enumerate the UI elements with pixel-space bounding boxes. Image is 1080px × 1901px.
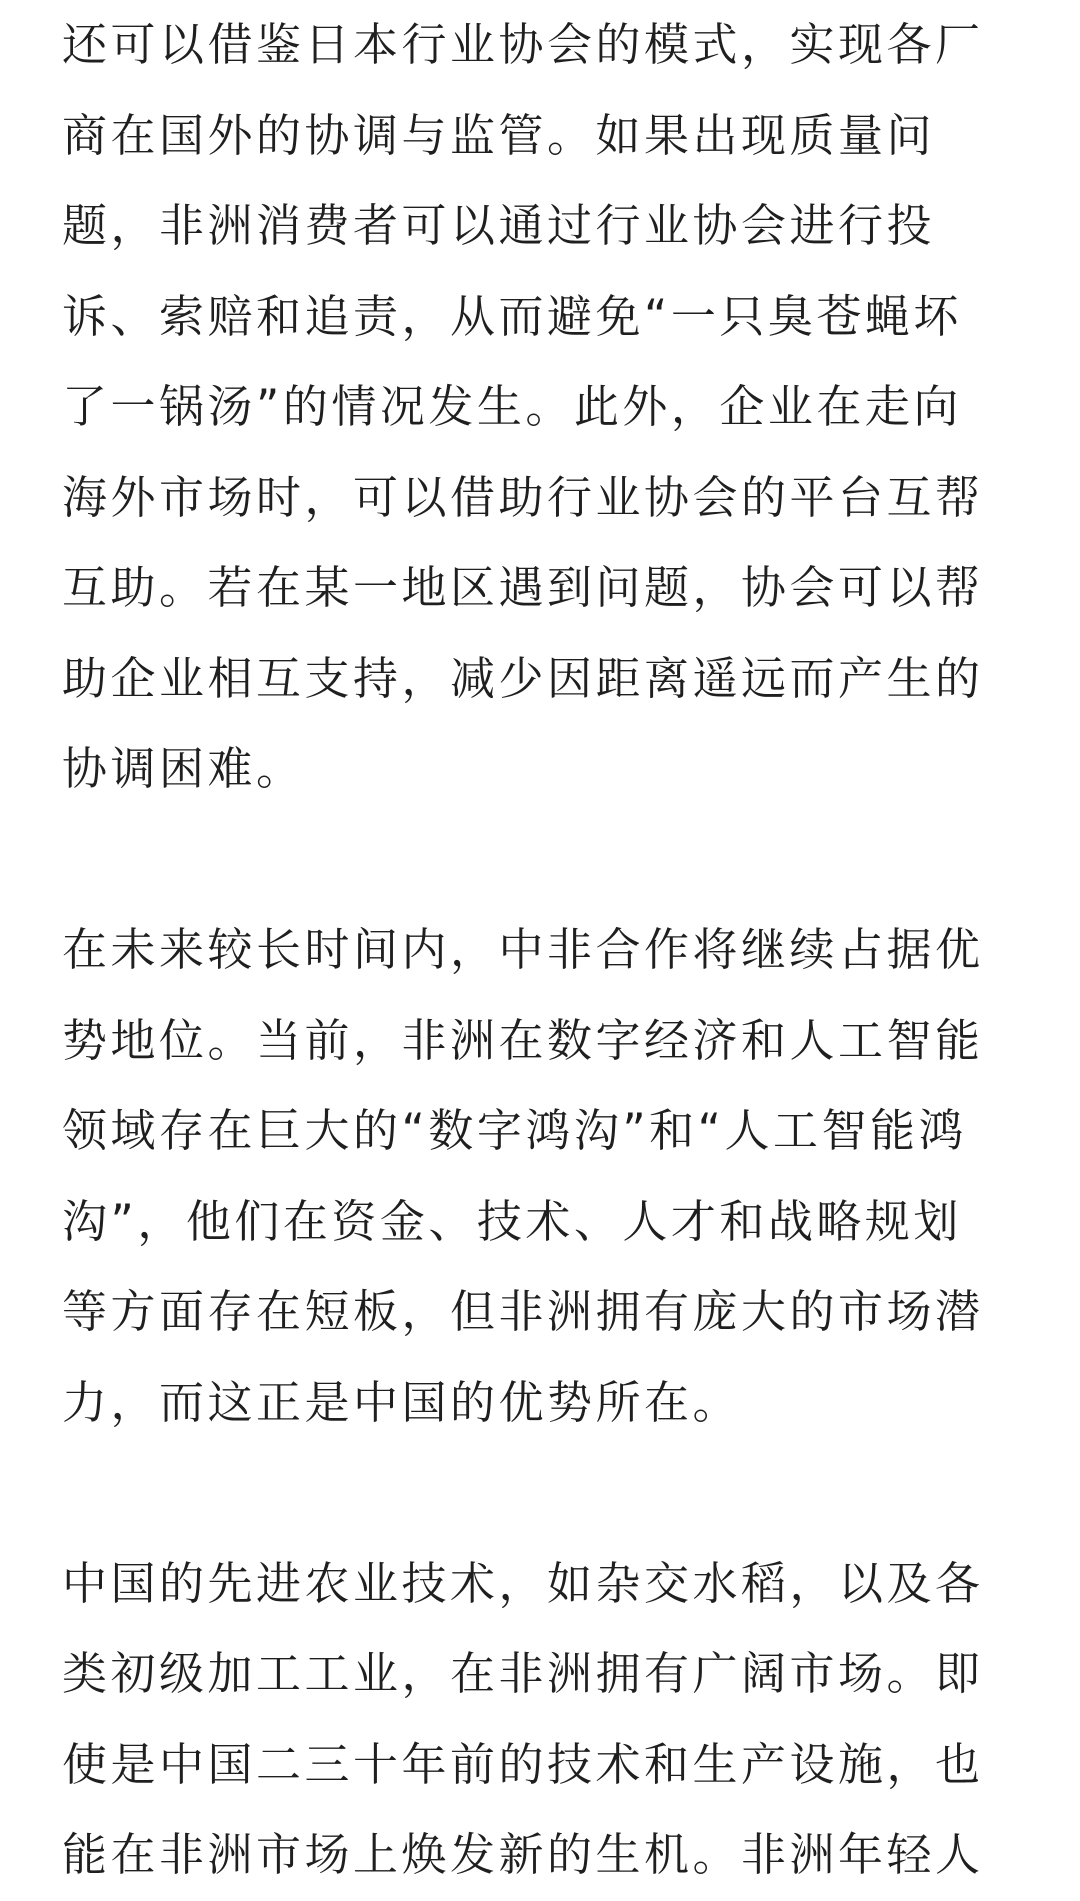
text-line: 还可以借鉴日本行业协会的模式，实现各厂 [62, 18, 984, 71]
text-line: 等方面存在短板，但非洲拥有庞大的市场潜 [62, 1285, 984, 1338]
text-line: 在未来较长时间内，中非合作将继续占据优 [62, 923, 984, 976]
text-line: 沟”，他们在资金、技术、人才和战略规划 [62, 1194, 962, 1248]
text-line: 使是中国二三十年前的技术和生产设施，也 [62, 1737, 984, 1791]
text-line: 协调困难。 [62, 742, 305, 795]
text-line: 诉、索赔和追责，从而避免“一只臭苍蝇坏 [62, 289, 962, 343]
text-line: 领域存在巨大的“数字鸿沟”和“人工智能鸿 [62, 1104, 967, 1157]
text-line: 商在国外的协调与监管。如果出现质量问 [62, 108, 936, 162]
text-line: 海外市场时，可以借助行业协会的平台互帮 [62, 470, 984, 524]
text-line: 互助。若在某一地区遇到问题，协会可以帮 [62, 561, 984, 614]
paragraph-gap [62, 1448, 1022, 1539]
paragraph-gap [62, 815, 1022, 906]
text-line: 助企业相互支持，减少因距离遥远而产生的 [62, 651, 984, 705]
article-body [62, 0, 1022, 1901]
text-line: 能在非洲市场上焕发新的生机。非洲年轻人 [62, 1828, 984, 1881]
text-line: 题，非洲消费者可以通过行业协会进行投 [62, 199, 936, 252]
text-line: 中国的先进农业技术，如杂交水稻，以及各 [62, 1556, 984, 1610]
text-line: 类初级加工工业，在非洲拥有广阔市场。即 [62, 1647, 984, 1700]
text-line: 了一锅汤”的情况发生。此外，企业在走向 [62, 380, 962, 433]
text-line: 力，而这正是中国的优势所在。 [62, 1375, 742, 1429]
text-line: 势地位。当前，非洲在数字经济和人工智能 [62, 1013, 984, 1067]
